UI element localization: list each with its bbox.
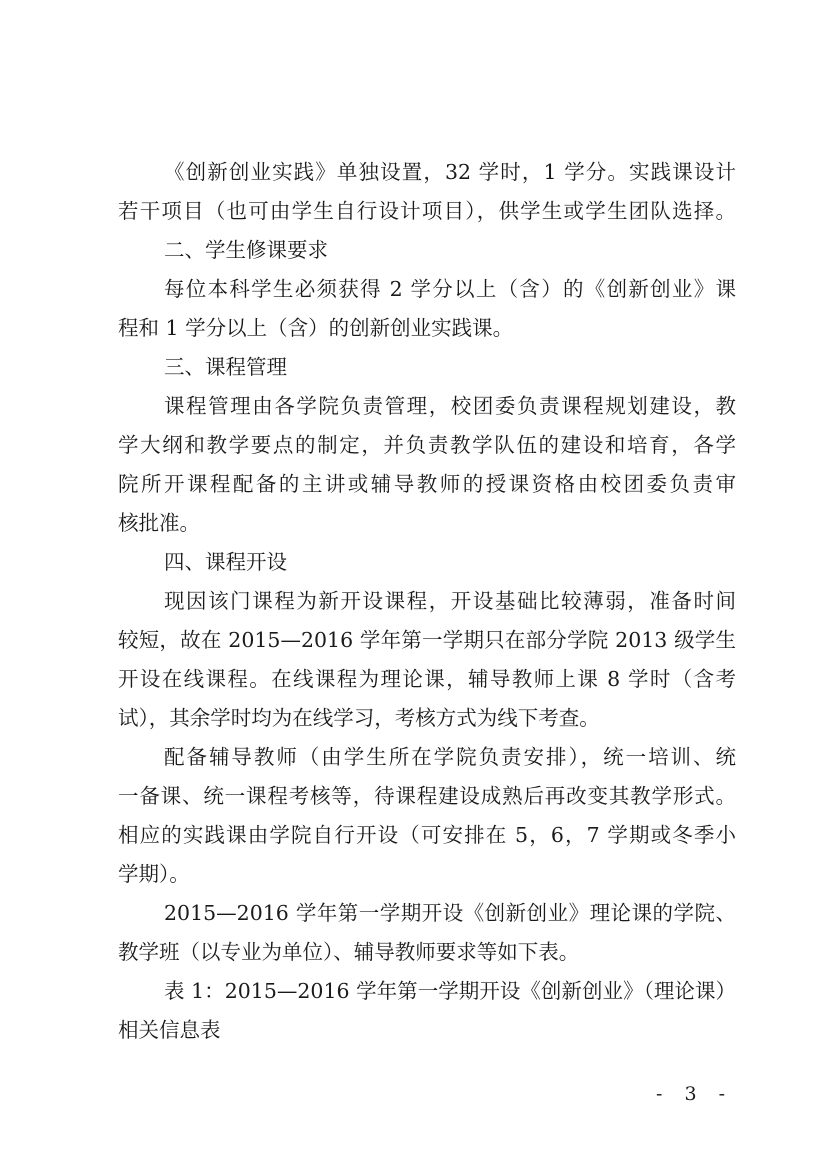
paragraph-line: 教学班（以专业为单位）、辅导教师要求等如下表。 xyxy=(118,940,580,964)
paragraph-line: 程和 1 学分以上（含）的创新创业实践课。 xyxy=(118,316,514,340)
paragraph-line: 现因该门课程为新开设课程，开设基础比较薄弱，准备时间 xyxy=(164,589,736,613)
section-heading-requirements: 二、学生修课要求 xyxy=(164,238,328,262)
paragraph-line: 配备辅导教师（由学生所在学院负责安排），统一培训、统 xyxy=(164,745,736,769)
paragraph-line: 《创新创业实践》单独设置，32 学时，1 学分。实践课设计 xyxy=(164,160,736,184)
section-heading-management: 三、课程管理 xyxy=(164,355,287,379)
paragraph-line: 若干项目（也可由学生自行设计项目），供学生或学生团队选择。 xyxy=(118,199,736,223)
paragraph-line: 较短，故在 2015—2016 学年第一学期只在部分学院 2013 级学生 xyxy=(118,628,736,652)
paragraph-line: 学大纲和教学要点的制定，并负责教学队伍的建设和培育，各学 xyxy=(118,433,736,457)
paragraph-line: 相应的实践课由学院自行开设（可安排在 5，6，7 学期或冬季小 xyxy=(118,823,736,847)
paragraph-line: 学期）。 xyxy=(118,862,190,886)
paragraph-line: 核批准。 xyxy=(118,511,200,535)
paragraph-line: 2015—2016 学年第一学期开设《创新创业》理论课的学院、 xyxy=(164,901,736,925)
table-caption-line: 表 1：2015—2016 学年第一学期开设《创新创业》（理论课） xyxy=(164,979,736,1003)
paragraph-line: 每位本科学生必须获得 2 学分以上（含）的《创新创业》课 xyxy=(164,277,736,301)
paragraph-line: 课程管理由各学院负责管理，校团委负责课程规划建设，教 xyxy=(164,394,736,418)
paragraph-line: 试），其余学时均为在线学习，考核方式为线下考查。 xyxy=(118,706,600,730)
paragraph-line: 一备课、统一课程考核等，待课程建设成熟后再改变其教学形式。 xyxy=(118,784,736,808)
paragraph-line: 开设在线课程。在线课程为理论课，辅导教师上课 8 学时（含考 xyxy=(118,667,736,691)
table-caption-line: 相关信息表 xyxy=(118,1018,221,1042)
paragraph-line: 院所开课程配备的主讲或辅导教师的授课资格由校团委负责审 xyxy=(118,472,736,496)
page-number: - 3 - xyxy=(655,1083,733,1105)
section-heading-offering: 四、课程开设 xyxy=(164,550,287,574)
